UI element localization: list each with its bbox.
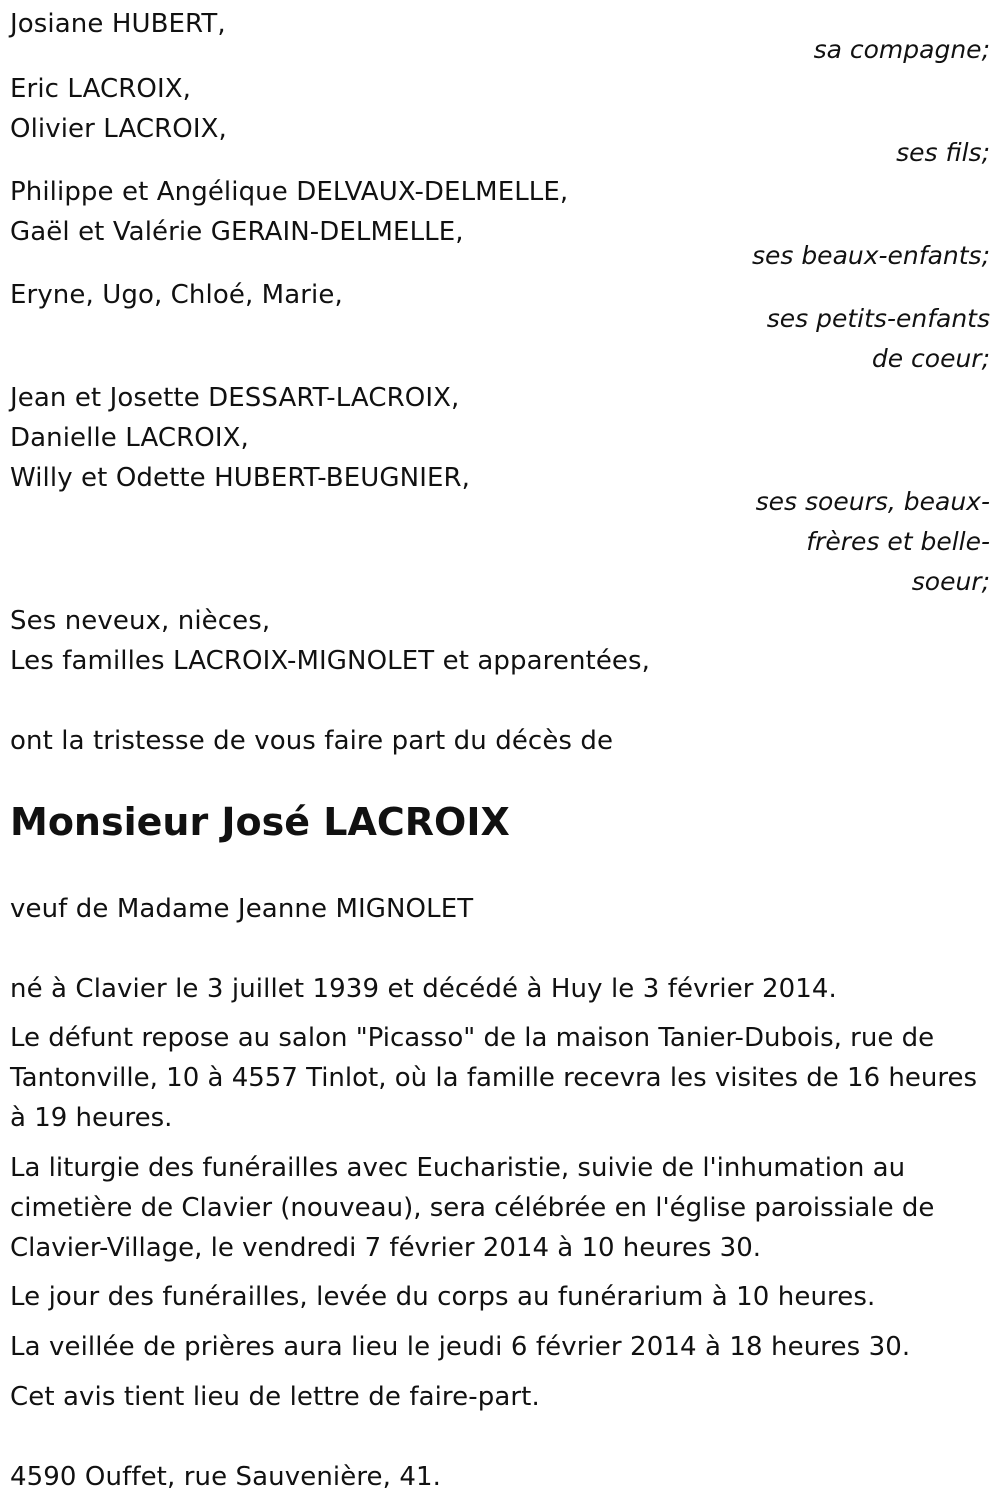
family-member-name: Philippe et Angélique DELVAUX-DELMELLE, (10, 177, 569, 207)
family-member-name: Eric LACROIX, (10, 74, 192, 104)
birth-death-line: né à Clavier le 3 juillet 1939 et décédé à Huy le 3 février 2014. (10, 974, 837, 1004)
announcement-intro: ont la tristesse de vous faire part du décès de (10, 726, 614, 756)
deceased-name: Monsieur José LACROIX (10, 800, 510, 844)
family-member-name: Josiane HUBERT, (10, 9, 226, 39)
widower-line: veuf de Madame Jeanne MIGNOLET (10, 894, 474, 924)
notice-line: Cet avis tient lieu de lettre de faire-part. (10, 1382, 540, 1412)
family-member-name: Gaël et Valérie GERAIN-DELMELLE, (10, 217, 464, 247)
relationship-label: ses petits-enfants (766, 304, 990, 333)
relationship-label: ses beaux-enfants; (751, 241, 990, 270)
family-member-name: Danielle LACROIX, (10, 423, 249, 453)
relationship-label: frères et belle- (806, 527, 990, 556)
liturgy-paragraph: La liturgie des funérailles avec Eucharistie, suivie de l'inhumation au cimetière de Clavier (nouveau), sera célébrée en l'église paroissiale de Clavier-Village, le vendredi 7 février 2014 à 10 heures 30. (10, 1153, 935, 1263)
relationship-label: ses fils; (896, 138, 990, 167)
procession-line: Le jour des funérailles, levée du corps au funérarium à 10 heures. (10, 1282, 876, 1312)
address-line: 4590 Ouffet, rue Sauvenière, 41. (10, 1462, 442, 1492)
relationship-label: de coeur; (871, 344, 990, 373)
vigil-line: La veillée de prières aura lieu le jeudi 6 février 2014 à 18 heures 30. (10, 1332, 911, 1362)
family-member-name: Jean et Josette DESSART-LACROIX, (10, 383, 460, 413)
family-member-name: Eryne, Ugo, Chloé, Marie, (10, 280, 343, 310)
relationship-label: ses soeurs, beaux- (755, 487, 990, 516)
viewing-paragraph: Le défunt repose au salon "Picasso" de la maison Tanier-Dubois, rue de Tantonville, 10 à 4557 Tinlot, où la famille recevra les visites de 16 heures à 19 heures. (10, 1023, 978, 1133)
family-member-name: Ses neveux, nièces, (10, 606, 271, 636)
relationship-label: sa compagne; (813, 35, 990, 64)
family-member-name: Olivier LACROIX, (10, 114, 227, 144)
relationship-label: soeur; (911, 567, 990, 596)
family-member-name: Willy et Odette HUBERT-BEUGNIER, (10, 463, 471, 493)
family-member-name: Les familles LACROIX-MIGNOLET et apparentées, (10, 646, 651, 676)
